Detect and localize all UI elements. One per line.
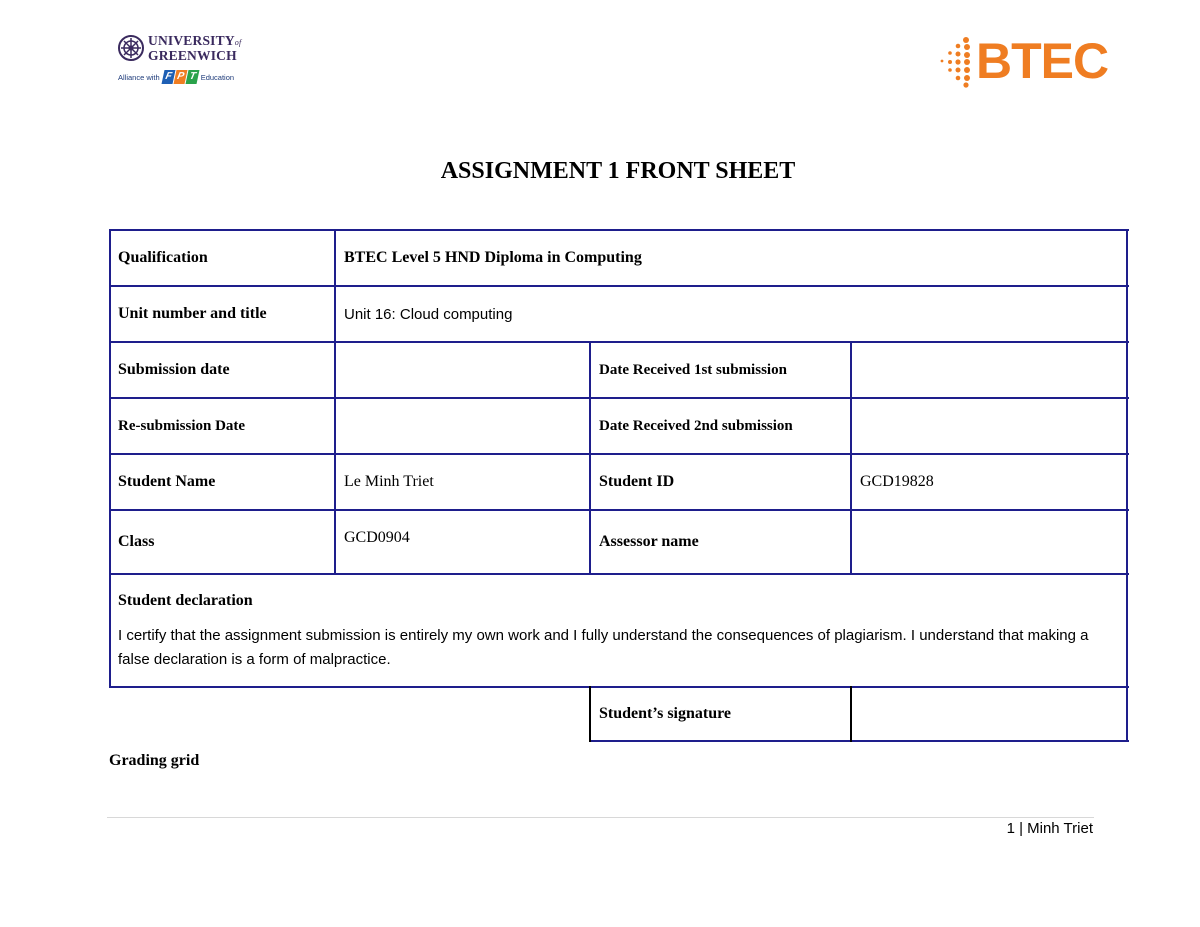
unit-label: Unit number and title <box>118 305 267 322</box>
student-id-value: GCD19828 <box>860 473 934 490</box>
student-id-label: Student ID <box>599 473 675 490</box>
university-name-line1: UNIVERSITY <box>148 33 235 48</box>
grading-grid-heading: Grading grid <box>109 752 200 769</box>
university-seal-icon <box>118 35 144 61</box>
table-rule <box>1126 229 1128 742</box>
university-name-line2: GREENWICH <box>148 48 237 63</box>
date-received-2-label: Date Received 2nd submission <box>599 417 793 434</box>
signature-label: Student’s signature <box>599 705 732 722</box>
unit-value: Unit 16: Cloud computing <box>344 305 513 323</box>
class-value: GCD0904 <box>344 529 410 546</box>
resubmission-date-label: Re-submission Date <box>118 417 246 434</box>
student-name-value: Le Minh Triet <box>344 473 434 490</box>
signature-field[interactable] <box>852 688 1126 740</box>
student-name-label: Student Name <box>118 473 216 490</box>
resubmission-date-field[interactable] <box>336 399 589 453</box>
assessor-field[interactable] <box>852 511 1126 573</box>
date-received-2-field[interactable] <box>852 399 1126 453</box>
submission-date-label: Submission date <box>118 361 230 378</box>
footer-divider <box>107 817 1094 818</box>
date-received-1-label: Date Received 1st submission <box>599 361 787 378</box>
page-footer: 1 | Minh Triet <box>1006 820 1093 837</box>
btec-wordmark: BTEC <box>976 33 1109 89</box>
date-received-1-field[interactable] <box>852 343 1126 397</box>
class-label: Class <box>118 533 155 550</box>
assessor-label: Assessor name <box>599 533 699 550</box>
fpt-letter-p: P <box>173 70 187 84</box>
submission-date-field[interactable] <box>336 343 589 397</box>
qualification-label: Qualification <box>118 249 208 266</box>
university-name-of: of <box>234 38 242 47</box>
table-rule <box>590 740 1129 742</box>
fpt-letter-t: T <box>185 70 199 84</box>
table-rule <box>109 573 1129 575</box>
btec-dots-icon <box>936 34 976 90</box>
university-of-greenwich-logo <box>118 34 248 96</box>
page-title: ASSIGNMENT 1 FRONT SHEET <box>440 158 796 184</box>
fpt-logo <box>163 70 199 84</box>
btec-logo <box>936 34 1122 90</box>
alliance-suffix: Education <box>200 72 235 82</box>
declaration-text: I certify that the assignment submission is entirely my own work and I fully understand the consequences of plagiarism. I understand that making a false declaration is a form of malpractice. <box>118 627 1089 668</box>
fpt-letter-f: F <box>161 70 175 84</box>
alliance-prefix: Alliance with <box>118 72 160 82</box>
declaration-title: Student declaration <box>118 592 253 609</box>
qualification-value: BTEC Level 5 HND Diploma in Computing <box>344 249 642 266</box>
